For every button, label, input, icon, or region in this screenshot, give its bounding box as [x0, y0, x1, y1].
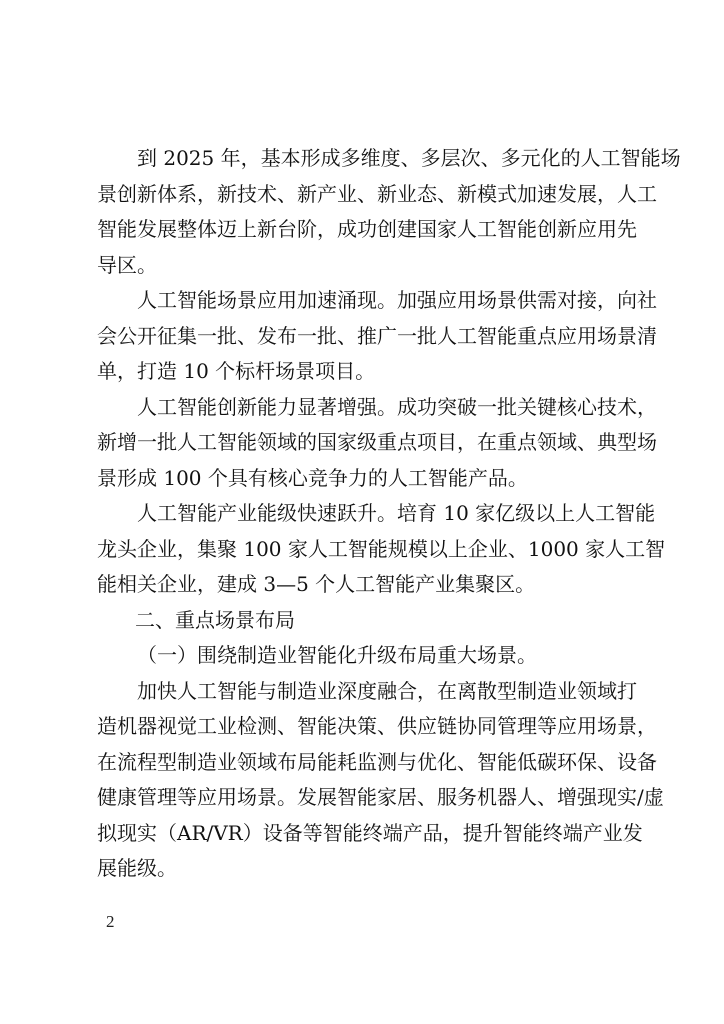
- text-line: 单，打造 10 个标杆场景项目。: [97, 359, 376, 383]
- text-line: 人工智能创新能力显著增强。成功突破一批关键核心技术，: [137, 394, 657, 419]
- page-number: 2: [106, 912, 115, 931]
- subsection-heading: （一）围绕制造业智能化升级布局重大场景。: [137, 643, 537, 667]
- text-line: 加快人工智能与制造业深度融合，在离散型制造业领域打: [137, 678, 637, 703]
- text-line: 导区。: [97, 252, 157, 277]
- manufacturing-paragraph: [97, 674, 664, 887]
- text-line: 能相关企业，建成 3—5 个人工智能产业集聚区。: [97, 572, 536, 596]
- scenario-application-paragraph: [97, 283, 657, 390]
- text-line: 龙头企业，集聚 100 家人工智能规模以上企业、1000 家人工智: [97, 536, 666, 561]
- text-line: 人工智能产业能级快速跃升。培育 10 家亿级以上人工智能: [137, 501, 656, 525]
- text-line: 景形成 100 个具有核心竞争力的人工智能产品。: [97, 465, 528, 490]
- text-line: 造机器视觉工业检测、智能决策、供应链协同管理等应用场景，: [97, 714, 657, 738]
- innovation-capability-paragraph: [97, 390, 657, 497]
- text-line: 智能发展整体迈上新台阶，成功创建国家人工智能创新应用先: [97, 217, 637, 241]
- text-line: 人工智能场景应用加速涌现。加强应用场景供需对接，向社: [137, 288, 657, 312]
- text-line: 到 2025 年，基本形成多维度、多层次、多元化的人工智能场: [137, 146, 681, 170]
- document-body: [97, 141, 681, 887]
- text-line: 健康管理等应用场景。发展智能家居、服务机器人、增强现实/虚: [97, 785, 664, 809]
- text-line: 新增一批人工智能领域的国家级重点项目，在重点领域、典型场: [97, 430, 657, 454]
- section-heading: 二、重点场景布局: [135, 607, 295, 632]
- text-line: 在流程型制造业领域布局能耗监测与优化、智能低碳环保、设备: [97, 749, 657, 774]
- text-line: 会公开征集一批、发布一批、推广一批人工智能重点应用场景清: [97, 323, 657, 348]
- text-line: 展能级。: [97, 856, 177, 880]
- goal-paragraph: [97, 141, 681, 283]
- industry-level-paragraph: [97, 496, 666, 603]
- text-line: 拟现实（AR/VR）设备等智能终端产品，提升智能终端产业发: [97, 820, 643, 845]
- text-line: 景创新体系，新技术、新产业、新业态、新模式加速发展，人工: [97, 181, 657, 206]
